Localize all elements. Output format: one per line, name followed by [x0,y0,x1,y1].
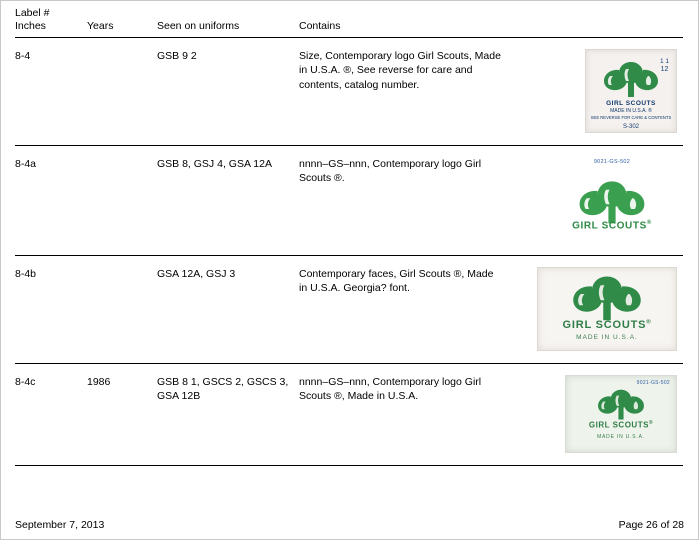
printed-label-image [547,157,677,243]
cell-years [87,38,157,146]
cell-contains [299,38,683,146]
cell-years: 1986 [87,364,157,466]
label-catalog-number: S-302 [622,124,639,131]
label-wordmark: GIRL SCOUTS® [562,319,652,332]
contains-text: Contemporary faces, Girl Scouts ®, Made in U.S.A. Georgia? font. [299,268,494,295]
girl-scout-label-table [15,7,683,466]
label-wordmark: GIRL SCOUTS [606,100,656,108]
cell-label: 8-4 [15,38,87,146]
cell-label: 8-4b [15,256,87,364]
registered-mark: ® [646,220,652,227]
footer-page-number: Page 26 of 28 [618,519,684,531]
label-wordmark: GIRL SCOUTS® [572,220,652,232]
label-photo-8-4 [585,49,677,133]
cell-label: 8-4a [15,146,87,256]
woven-label-image [565,375,677,453]
label-photo-8-4c [565,375,677,453]
label-wordmark: GIRL SCOUTS® [588,420,654,430]
column-header-years: Years [87,7,157,38]
label-code: 9021-GS-502 [593,159,631,166]
column-header-label-line1: Label # [15,7,50,19]
cell-label: 8-4c [15,364,87,466]
cell-years [87,146,157,256]
cell-seen: GSB 8, GSJ 4, GSA 12A [157,146,299,256]
footer-date: September 7, 2013 [15,519,105,531]
contains-text: nnnn–GS–nnn, Contemporary logo Girl Scouts ®, Made in U.S.A. [299,376,482,403]
registered-mark: ® [646,319,652,326]
woven-label-image [585,49,677,133]
document-content [15,7,683,531]
woven-label-image [537,267,677,351]
table-row [15,38,683,146]
contains-text: nnnn–GS–nnn, Contemporary logo Girl Scouts ®. [299,158,482,185]
cell-contains [299,256,683,364]
column-header-label [15,7,87,38]
label-made-in: MADE IN U.S.A. [597,434,645,441]
cell-seen: GSB 9 2 [157,38,299,146]
size-fraction: 1 1 12 [659,58,669,74]
cell-seen: GSB 8 1, GSCS 2, GSCS 3, GSA 12B [157,364,299,466]
label-photo-8-4b [537,267,677,351]
table-row [15,146,683,256]
page-footer [15,519,684,531]
label-code: 9021-GS-502 [636,380,670,387]
cell-years [87,256,157,364]
cell-contains [299,364,683,466]
table-row [15,256,683,364]
contains-text: Size, Contemporary logo Girl Scouts, Made in U.S.A. ®, See reverse for care and contents, catalog number. [299,50,501,91]
column-header-contains: Contains [299,7,683,38]
column-header-label-line2: Inches [15,20,46,33]
column-header-seen: Seen on uniforms [157,7,299,38]
table-header-row [15,7,683,38]
registered-mark: ® [648,420,654,427]
label-reverse-note: SEE REVERSE FOR CARE & CONTENTS [590,115,672,121]
cell-seen: GSA 12A, GSJ 3 [157,256,299,364]
label-made-in: MADE IN U.S.A. ® [610,108,652,115]
cell-contains [299,146,683,256]
label-photo-8-4a [547,157,677,243]
table-row [15,364,683,466]
label-made-in: MADE IN U.S.A. [576,334,638,342]
trefoil-icon [602,60,660,104]
